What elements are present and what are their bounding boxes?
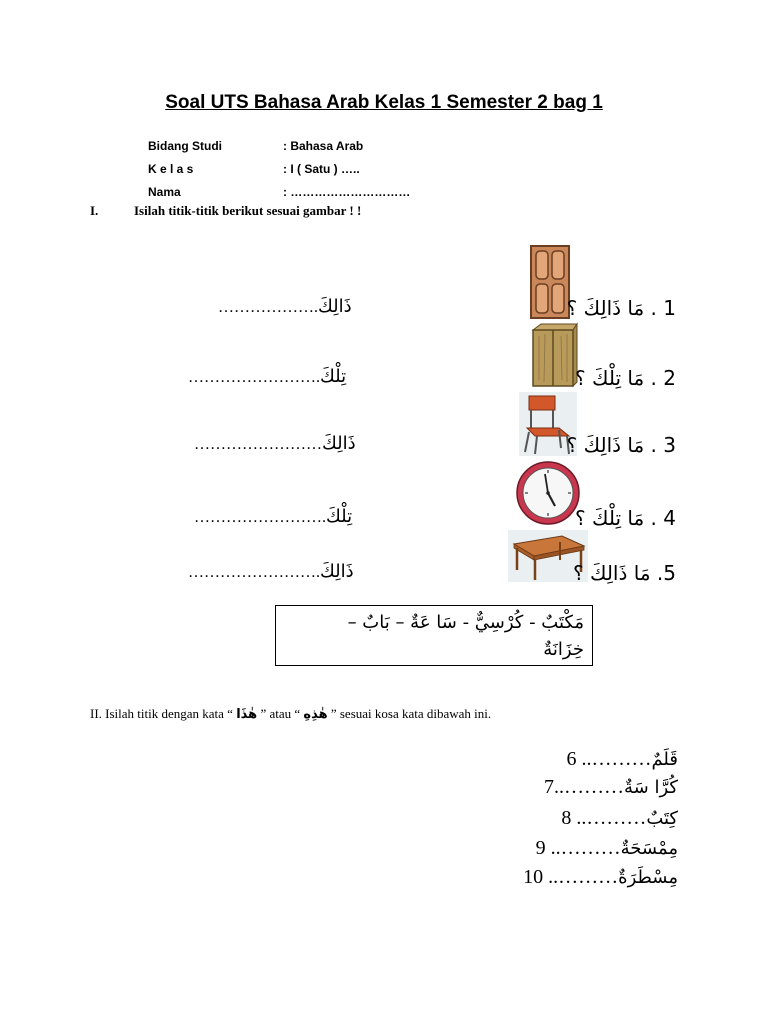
answer-line-2 bbox=[188, 366, 346, 387]
clock-picture bbox=[515, 460, 581, 526]
section-2-item-9 bbox=[536, 837, 678, 860]
answer-word: ذَالِكَ bbox=[320, 561, 354, 582]
answer-word: ذَالِكَ bbox=[318, 296, 352, 317]
section-1-number: I. bbox=[90, 203, 99, 218]
question-2: 2 . مَا تِلْكَ ؟ bbox=[575, 366, 676, 390]
section-2-item-10 bbox=[523, 866, 678, 889]
info-value-name: : ………………………… bbox=[283, 185, 411, 199]
wardrobe-picture bbox=[529, 322, 579, 388]
section-2-text-after: ” sesuai kosa kata dibawah ini. bbox=[330, 706, 492, 721]
answer-line-4 bbox=[194, 506, 352, 527]
section-2-text-mid: ” atau “ bbox=[260, 706, 301, 721]
item-word: كُرَّا سَةٌ bbox=[624, 777, 678, 798]
page-title: Soal UTS Bahasa Arab Kelas 1 Semester 2 bag 1 bbox=[165, 92, 603, 113]
answer-word: تِلْكَ bbox=[320, 366, 347, 387]
item-dots: ……….. bbox=[554, 776, 625, 798]
section-1-instruction: Isilah titik-titik berikut sesuai gambar ! ! bbox=[134, 203, 362, 218]
section-2-instruction bbox=[90, 706, 491, 722]
door-picture bbox=[530, 245, 570, 319]
answer-dots: ……………………. bbox=[188, 564, 320, 581]
item-dots: ……….. bbox=[576, 807, 647, 829]
item-word: مِسْطَرَةٌ bbox=[618, 867, 678, 888]
item-number: 7 bbox=[544, 776, 555, 798]
item-dots: ……….. bbox=[550, 837, 621, 859]
answer-dots: ……………………. bbox=[194, 509, 326, 526]
question-3: 3 . مَا ذَالِكَ ؟ bbox=[566, 433, 676, 457]
answer-word: تِلْكَ bbox=[326, 506, 353, 527]
question-4: 4 . مَا تِلْكَ ؟ bbox=[575, 506, 676, 530]
answer-dots: ……………………. bbox=[188, 369, 320, 386]
info-value-subject: : Bahasa Arab bbox=[283, 139, 364, 153]
section-2-text-before: II. Isilah titik dengan kata “ bbox=[90, 706, 233, 721]
info-value-class: : I ( Satu ) ….. bbox=[283, 162, 360, 176]
section-2-item-6 bbox=[566, 748, 678, 771]
section-2-word-hadzihi: هٰذِهِ bbox=[303, 707, 328, 722]
answer-line-1 bbox=[218, 296, 352, 317]
section-2-item-8 bbox=[561, 807, 678, 830]
question-5: 5. مَا ذَالِكَ ؟ bbox=[573, 561, 676, 585]
word-choice-line-1: مَكْتَبٌ - كُرْسِيٌّ - سَا عَةٌ – بَابٌ – bbox=[347, 612, 584, 633]
item-number: 8 bbox=[561, 807, 572, 829]
item-word: قَلَمٌ bbox=[651, 749, 678, 770]
question-1: 1 . مَا ذَالِكَ ؟ bbox=[566, 296, 676, 320]
item-dots: ……….. bbox=[581, 748, 652, 770]
section-2-item-7 bbox=[544, 776, 678, 799]
word-choice-box bbox=[275, 605, 593, 666]
answer-line-3 bbox=[194, 433, 356, 454]
item-number: 6 bbox=[566, 748, 577, 770]
answer-word: ذَالِكَ bbox=[322, 433, 356, 454]
info-label-name: Nama bbox=[148, 185, 181, 199]
item-word: مِمْسَحَةٌ bbox=[620, 838, 678, 859]
item-number: 9 bbox=[535, 837, 546, 859]
info-label-subject: Bidang Studi bbox=[148, 139, 222, 153]
word-choice-line-2: خِزَانَةٌ bbox=[543, 639, 584, 660]
info-label-class: K e l a s bbox=[148, 162, 194, 176]
answer-dots: ………………. bbox=[218, 299, 318, 316]
item-dots: ……….. bbox=[548, 866, 619, 888]
answer-line-5 bbox=[188, 561, 354, 582]
answer-dots: …………………… bbox=[194, 436, 322, 453]
item-word: كِتَبٌ bbox=[646, 808, 678, 829]
item-number: 10 bbox=[523, 866, 544, 888]
section-2-word-hadza: هٰذَا bbox=[236, 707, 258, 722]
